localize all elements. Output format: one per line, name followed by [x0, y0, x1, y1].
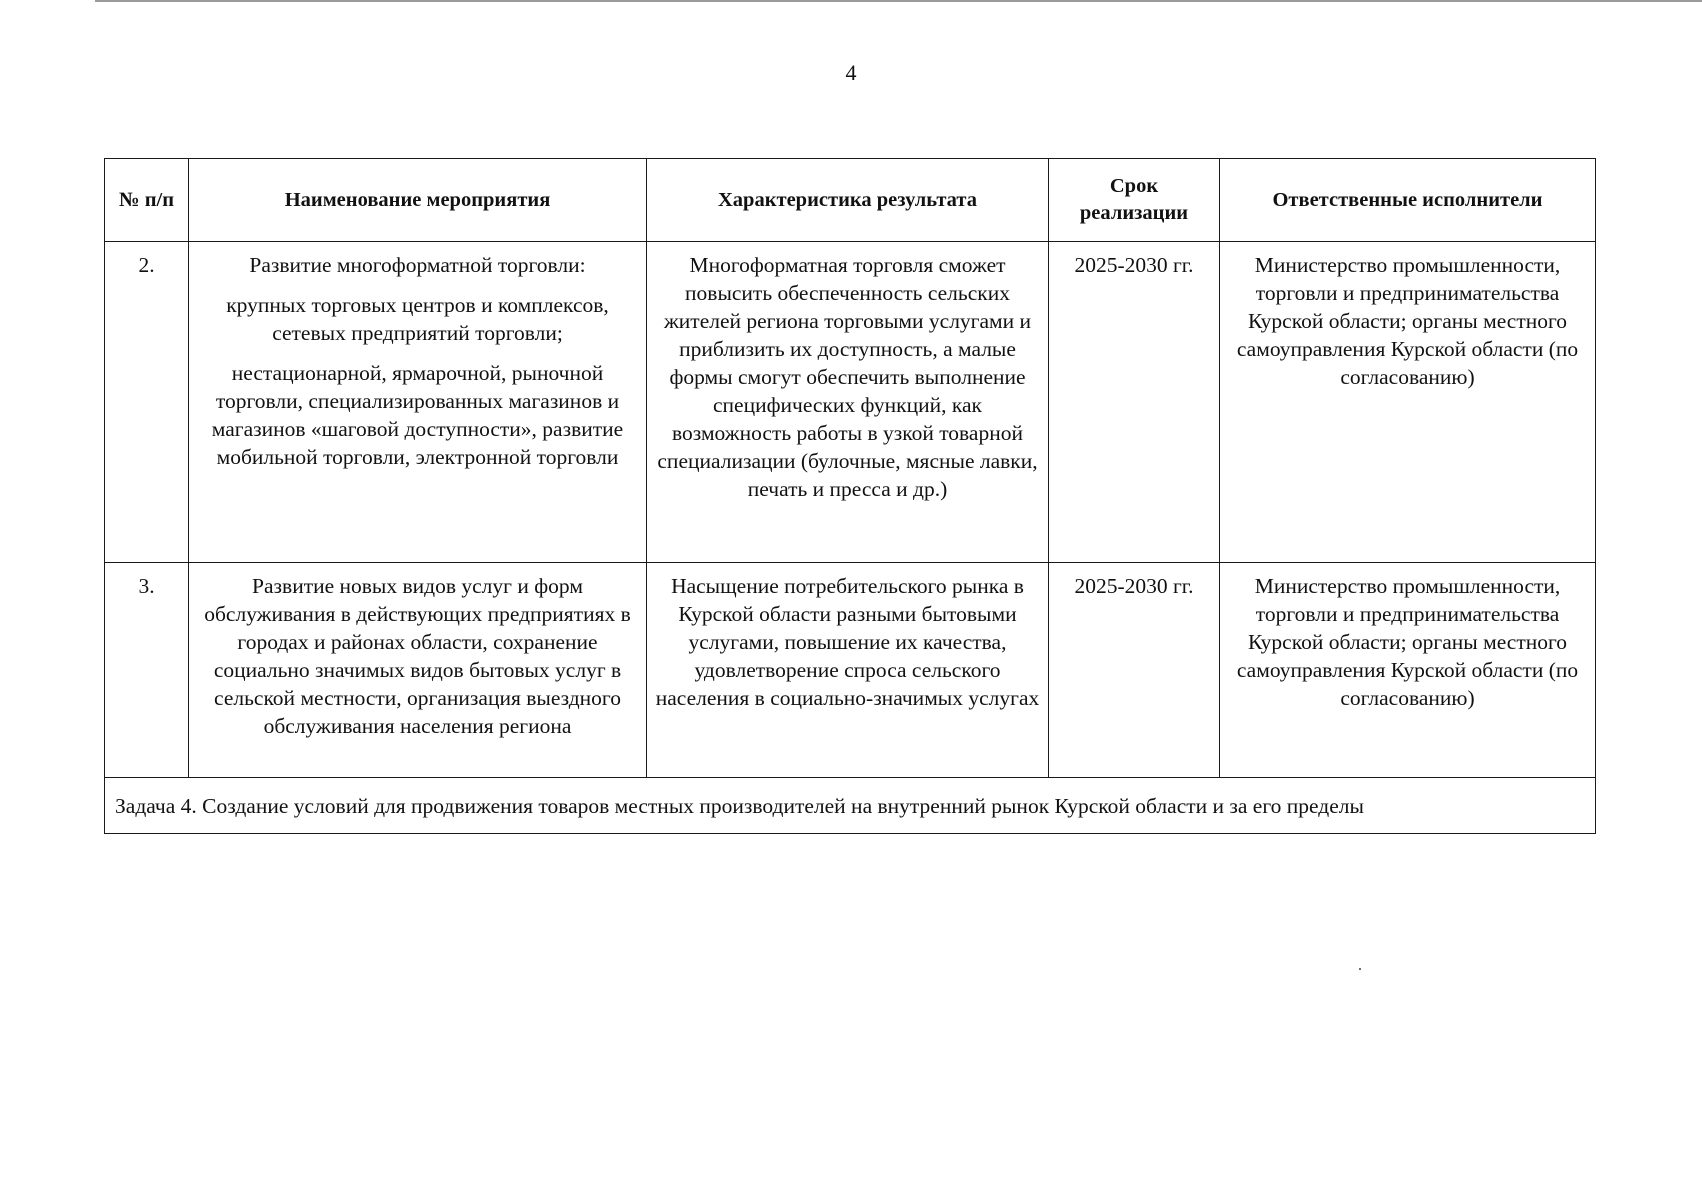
scan-speck	[1359, 968, 1361, 970]
table-header-row	[105, 159, 1596, 242]
page-number: 4	[845, 60, 857, 85]
header-name: Наименование мероприятия	[189, 159, 647, 242]
table-row	[105, 563, 1596, 778]
header-term: Срок реализации	[1049, 159, 1220, 242]
measure-name	[189, 242, 647, 563]
row-number: 3.	[105, 563, 189, 778]
result-description: Многоформатная торговля сможет повысить обеспеченность сельских жителей региона торговыми услугами и приблизить их доступность, а малые формы смогут обеспечить выполнение специфических функций, как возможность работы в узкой товарной специализации (булочные, мясные лавки, печать и пресса и др.)	[647, 242, 1049, 563]
implementation-term: 2025-2030 гг.	[1049, 242, 1220, 563]
measure-name-paragraph: Развитие многоформатной торговли:	[249, 253, 586, 277]
table-row	[105, 242, 1596, 563]
measure-name-paragraph: Развитие новых видов услуг и форм обслуживания в действующих предприятиях в городах и районах области, сохранение социально значимых видов бытовых услуг в сельской местности, организация выездного обслуживания населения региона	[204, 574, 631, 738]
header-responsible: Ответственные исполнители	[1220, 159, 1596, 242]
measure-name-paragraph: нестационарной, ярмарочной, рыночной торговли, специализированных магазинов и магазинов «шаговой доступности», развитие мобильной торговли, электронной торговли	[211, 361, 624, 469]
top-scan-rule	[95, 0, 1702, 2]
responsible-executors: Министерство промышленности, торговли и предпринимательства Курской области; органы местного самоуправления Курской области (по согласованию)	[1220, 242, 1596, 563]
row-number: 2.	[105, 242, 189, 563]
header-num: № п/п	[105, 159, 189, 242]
result-description: Насыщение потребительского рынка в Курской области разными бытовыми услугами, повышение их качества, удовлетворение спроса сельского населения в социально-значимых услугах	[647, 563, 1049, 778]
implementation-term: 2025-2030 гг.	[1049, 563, 1220, 778]
header-result: Характеристика результата	[647, 159, 1049, 242]
task-row	[105, 778, 1596, 834]
measure-name-paragraph: крупных торговых центров и комплексов, сетевых предприятий торговли;	[226, 293, 609, 345]
measure-name	[189, 563, 647, 778]
responsible-executors: Министерство промышленности, торговли и предпринимательства Курской области; органы местного самоуправления Курской области (по согласованию)	[1220, 563, 1596, 778]
measures-table	[104, 158, 1596, 834]
task-heading: Задача 4. Создание условий для продвижения товаров местных производителей на внутренний рынок Курской области и за его пределы	[105, 778, 1596, 834]
